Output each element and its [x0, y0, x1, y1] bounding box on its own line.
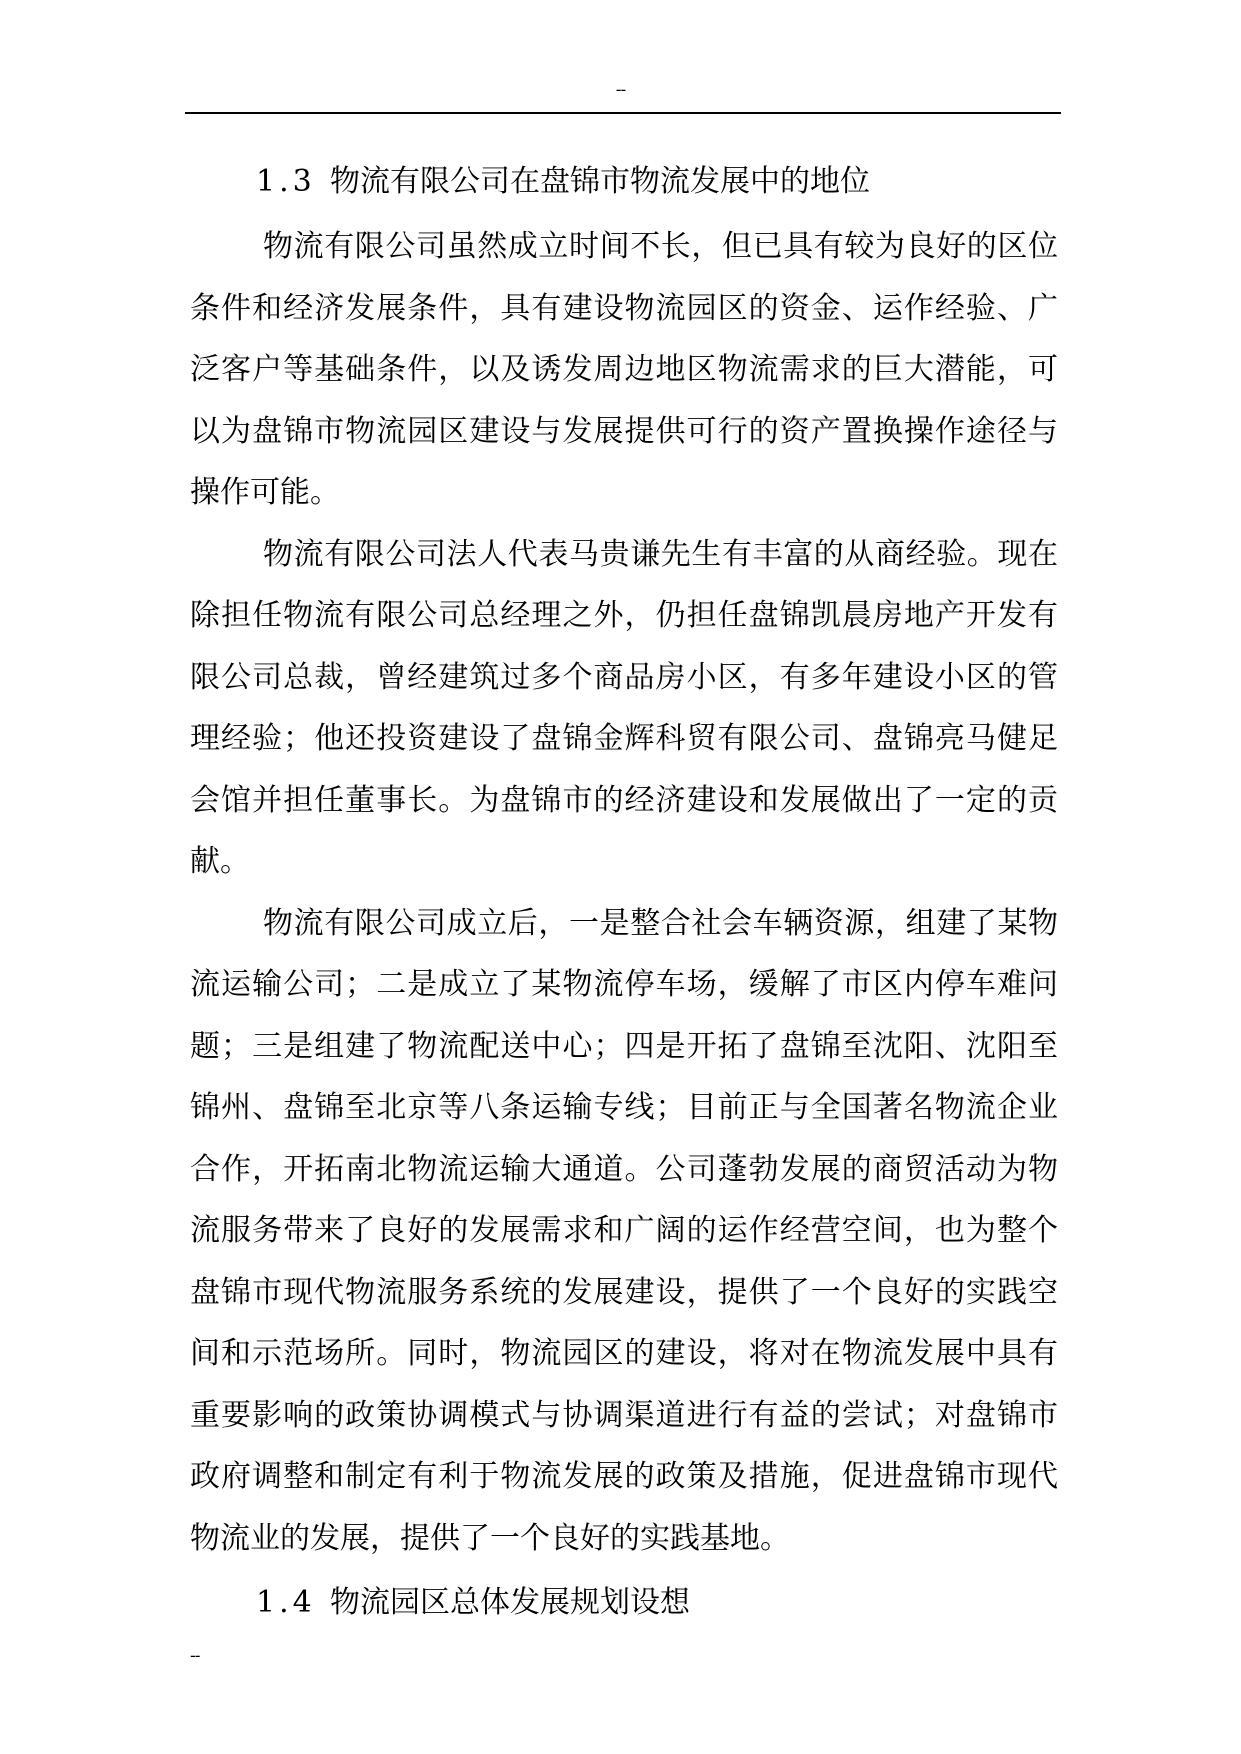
page-header-mark: -- [615, 80, 626, 99]
document-body [190, 148, 1058, 1637]
section-heading-1-3 [190, 148, 1058, 216]
header-rule [185, 112, 1061, 114]
section-heading-1-4 [190, 1569, 1058, 1637]
section-number: 1.4 [256, 1585, 316, 1620]
section-title: 物流有限公司在盘锦市物流发展中的地位 [330, 164, 870, 199]
paragraph: 物流有限公司成立后，一是整合社会车辆资源，组建了某物流运输公司；二是成立了某物流停车场，缓解了市区内停车难问题；三是组建了物流配送中心；四是开拓了盘锦至沈阳、沈阳至锦州、盘锦至北京等八条运输专线；目前正与全国著名物流企业合作，开拓南北物流运输大通道。公司蓬勃发展的商贸活动为物流服务带来了良好的发展需求和广阔的运作经营空间，也为整个盘锦市现代物流服务系统的发展建设，提供了一个良好的实践空间和示范场所。同时，物流园区的建设，将对在物流发展中具有重要影响的政策协调模式与协调渠道进行有益的尝试；对盘锦市政府调整和制定有利于物流发展的政策及措施，促进盘锦市现代物流业的发展，提供了一个良好的实践基地。 [190, 905, 1058, 1556]
page-footer-mark: -- [190, 1646, 200, 1665]
section-title: 物流园区总体发展规划设想 [330, 1585, 690, 1620]
paragraph: 物流有限公司虽然成立时间不长，但已具有较为良好的区位条件和经济发展条件，具有建设物流园区的资金、运作经验、广泛客户等基础条件，以及诱发周边地区物流需求的巨大潜能，可以为盘锦市物流园区建设与发展提供可行的资产置换操作途径与操作可能。 [190, 229, 1058, 510]
section-number: 1.3 [256, 164, 316, 199]
paragraph: 物流有限公司法人代表马贵谦先生有丰富的从商经验。现在除担任物流有限公司总经理之外，仍担任盘锦凯晨房地产开发有限公司总裁，曾经建筑过多个商品房小区，有多年建设小区的管理经验；他还投资建设了盘锦金辉科贸有限公司、盘锦亮马健足会馆并担任董事长。为盘锦市的经济建设和发展做出了一定的贡献。 [190, 536, 1058, 879]
